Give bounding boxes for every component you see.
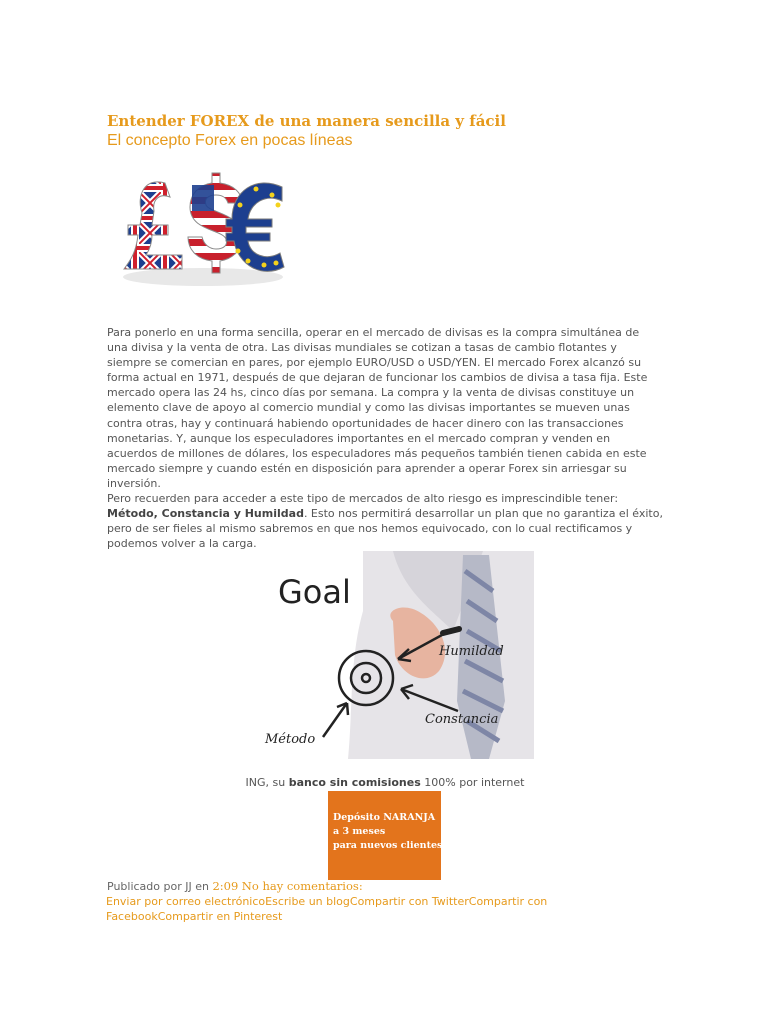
post-footer xyxy=(107,879,707,893)
constancia-label: Constancia xyxy=(425,712,499,727)
goal-label: Goal xyxy=(278,573,351,611)
share-twitter-link[interactable]: Compartir con Twitter xyxy=(349,895,469,908)
ad-caption-start: ING, su xyxy=(245,776,289,789)
ad-caption-end: 100% por internet xyxy=(420,776,525,789)
humildad-label: Humildad xyxy=(439,644,504,659)
post-title[interactable]: Entender FOREX de una manera sencilla y fácil xyxy=(107,112,506,130)
post-body xyxy=(107,325,663,551)
key-qualities: Método, Constancia y Humildad xyxy=(107,507,304,521)
share-links xyxy=(106,894,576,924)
ad-caption xyxy=(107,776,663,789)
published-by: Publicado por JJ en xyxy=(107,880,213,893)
paragraph-advice-end: . Esto nos permitirá desarrollar un plan que no garantiza el éxito, pero de ser fieles al mismo sabremos en que nos hemos equivocado, con lo cual rectificamos y podemos volver a la carga. xyxy=(107,507,663,551)
paragraph-intro: Para ponerlo en una forma sencilla, operar en el mercado de divisas es la compra simultánea de una divisa y la venta de otra. Las divisas mundiales se cotizan a tasas de cambio flotantes y siempre se comercian en pares, por ejemplo EURO/USD o USD/YEN. El mercado Forex alcanzó su forma actual en 1971, después de que dejaran de funcionar los cambios de divisa a tasa fija. Este mercado opera las 24 hs, cinco días por semana. La compra y la venta de divisas constituye un elemento clave de apoyo al comercio mundial y como las divisas importantes se mueven unas contra otras, hay y continuará habiendo oportunidades de hacer dinero con las transacciones monetarias. Y, aunque los especuladores importantes en el mercado compran y venden en acuerdos de millones de dólares, los especuladores más pequeños también tienen cabida en este mercado siempre y cuando estén en disposición para aprender a operar Forex sin arriesgar su inversión. xyxy=(107,326,648,490)
post-time-link[interactable]: 2:09 xyxy=(212,879,239,893)
currency-symbols-image xyxy=(108,165,294,295)
post-subtitle: El concepto Forex en pocas líneas xyxy=(107,132,353,149)
paragraph-advice xyxy=(107,491,663,551)
ad-caption-bold: banco sin comisiones xyxy=(288,776,421,789)
paragraph-advice-start: Pero recuerden para acceder a este tipo de mercados de alto riesgo es imprescindible tener: xyxy=(107,492,619,506)
share-blog-link[interactable]: Escribe un blog xyxy=(265,895,350,908)
comments-link[interactable]: No hay comentarios: xyxy=(241,879,363,893)
share-pinterest-link[interactable]: Compartir en Pinterest xyxy=(157,910,283,923)
ad-banner-line3: para nuevos clientes. xyxy=(333,840,446,851)
ad-banner-line2: a 3 meses xyxy=(333,826,386,837)
goal-target-image xyxy=(253,551,534,759)
ad-banner[interactable] xyxy=(328,791,446,880)
pound-symbol xyxy=(124,182,182,269)
metodo-label: Método xyxy=(265,732,316,747)
share-email-link[interactable]: Enviar por correo electrónico xyxy=(106,895,266,908)
share-facebook-link[interactable]: Compartir con Facebook xyxy=(106,895,548,923)
ad-banner-line1: Depósito NARANJA xyxy=(333,812,436,823)
